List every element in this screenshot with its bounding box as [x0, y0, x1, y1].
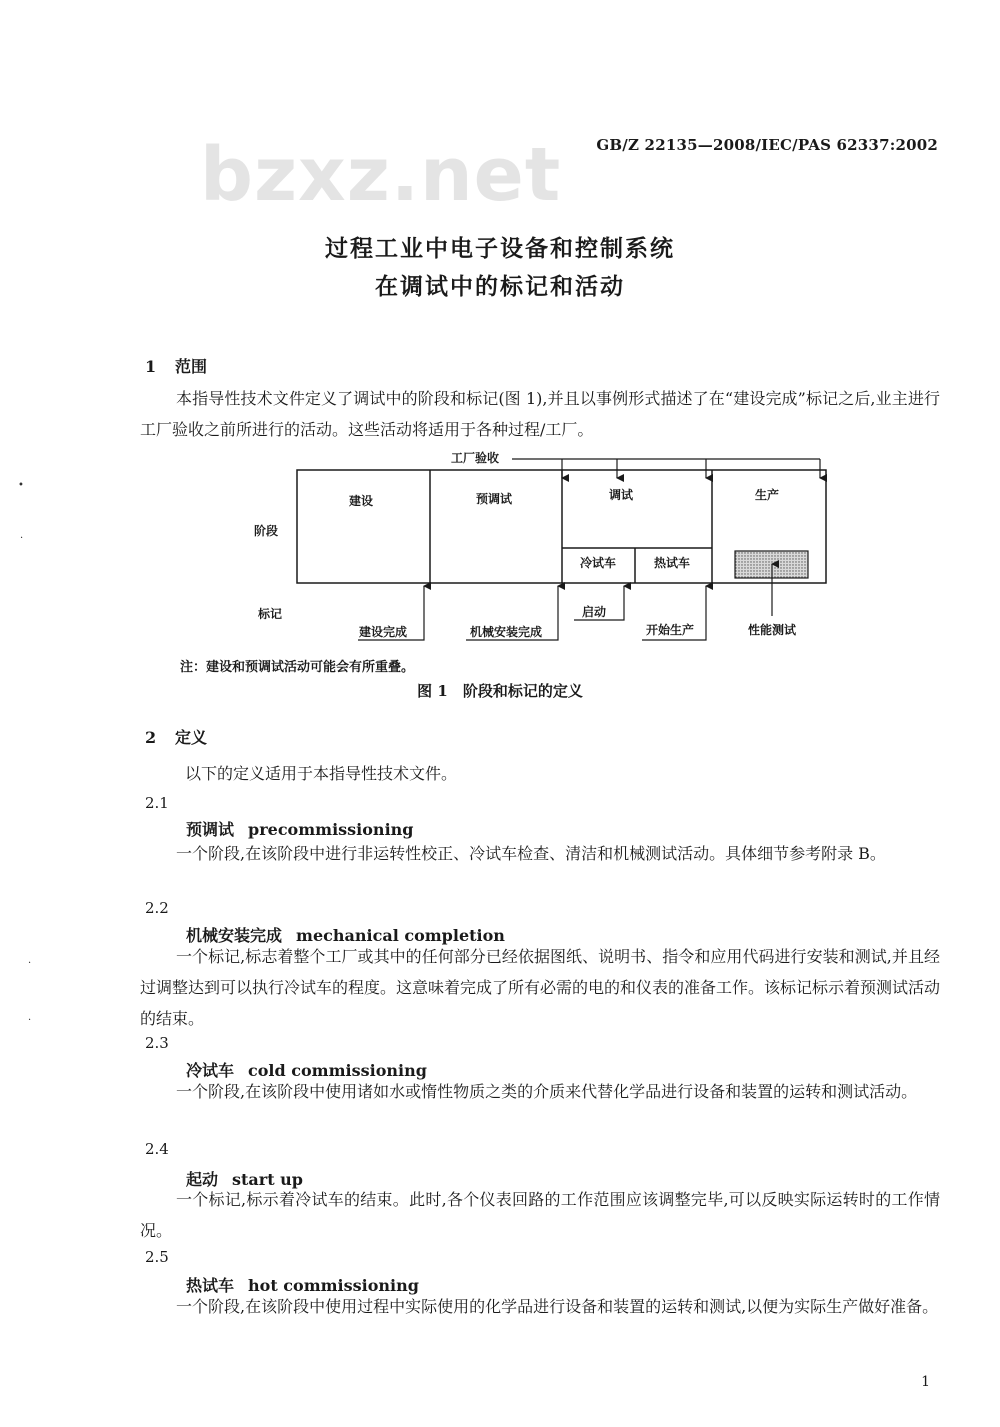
definition-text: 一个阶段,在该阶段中进行非运转性校正、冷试车检查、清洁和机械测试活动。具体细节参考附录 B。	[176, 844, 886, 863]
definition-number: 2.2	[145, 899, 169, 917]
phase-production: 生产	[755, 488, 780, 502]
section1-paragraph: 本指导性技术文件定义了调试中的阶段和标记(图 1),并且以事例形式描述了在“建设完成”标记之后,业主进行工厂验收之前所进行的活动。这些活动将适用于各种过程/工厂。	[140, 389, 940, 439]
definition-number: 2.4	[145, 1140, 169, 1158]
marker-mechanical-completion: 机械安装完成	[470, 625, 543, 639]
definition-text: 一个阶段,在该阶段中使用诸如水或惰性物质之类的介质来代替化学品进行设备和装置的运转和测试活动。	[176, 1082, 918, 1101]
phase-commissioning: 调试	[609, 488, 634, 502]
phase-precommissioning: 预调试	[476, 492, 513, 506]
section1-title: 范围	[175, 357, 208, 376]
scan-speck: •	[18, 480, 24, 491]
term-en: start up	[232, 1170, 303, 1189]
definition-number: 2.3	[145, 1034, 169, 1052]
standard-code: GB/Z 22135—2008/IEC/PAS 62337:2002	[596, 136, 938, 154]
section1-number: 1	[145, 357, 157, 376]
section2-intro: 以下的定义适用于本指导性技术文件。	[185, 764, 458, 783]
phase-construction: 建设	[349, 494, 374, 508]
section2-heading	[145, 725, 207, 748]
plant-acceptance-label: 工厂验收	[451, 451, 500, 465]
scan-speck: ·	[20, 533, 24, 544]
document-title-line1: 过程工业中电子设备和控制系统	[325, 236, 675, 262]
watermark: bzxz.net	[200, 132, 562, 218]
subphase-hot-commissioning: 热试车	[654, 556, 691, 570]
definition-number: 2.5	[145, 1248, 169, 1266]
document-title-line2: 在调试中的标记和活动	[375, 274, 625, 300]
scan-speck: ·	[28, 958, 32, 969]
term-cn: 热试车	[186, 1276, 235, 1295]
term-cn: 预调试	[186, 820, 235, 839]
section2-number: 2	[145, 728, 157, 747]
marker-start-up: 启动	[582, 605, 607, 619]
definition-text: 一个标记,标志着整个工厂或其中的任何部分已经依据图纸、说明书、指令和应用代码进行安装和测试,并且经过调整达到可以执行冷试车的程度。这意味着完成了所有必需的电的和仪表的准备工作。该标记标示着预测试活动的结束。	[140, 947, 941, 1028]
marker-construction-complete: 建设完成	[359, 625, 408, 639]
phases-row-label: 阶段	[254, 524, 279, 538]
definition-term	[186, 817, 413, 840]
term-en: mechanical completion	[296, 926, 505, 945]
term-cn: 起动	[186, 1170, 219, 1189]
term-cn: 机械安装完成	[186, 926, 283, 945]
term-en: precommissioning	[248, 820, 414, 839]
figure-note: 注：建设和预调试活动可能会有所重叠。	[180, 660, 415, 675]
subphase-cold-commissioning: 冷试车	[580, 556, 617, 570]
term-en: hot commissioning	[248, 1276, 419, 1295]
marker-start-production: 开始生产	[646, 623, 695, 637]
page-number: 1	[921, 1374, 930, 1390]
markers-row-label: 标记	[258, 607, 283, 621]
term-en: cold commissioning	[248, 1061, 427, 1080]
definition-text: 一个阶段,在该阶段中使用过程中实际使用的化学品进行设备和装置的运转和测试,以便为实际生产做好准备。	[176, 1297, 939, 1316]
scan-speck: ·	[28, 1015, 32, 1026]
marker-performance-test: 性能测试	[748, 623, 797, 637]
section2-title: 定义	[175, 728, 208, 747]
figure-caption: 图 1 阶段和标记的定义	[417, 682, 583, 700]
term-cn: 冷试车	[186, 1061, 235, 1080]
definition-number: 2.1	[145, 794, 169, 812]
definition-text: 一个标记,标示着冷试车的结束。此时,各个仪表回路的工作范围应该调整完毕,可以反映实际运转时的工作情况。	[140, 1190, 940, 1240]
